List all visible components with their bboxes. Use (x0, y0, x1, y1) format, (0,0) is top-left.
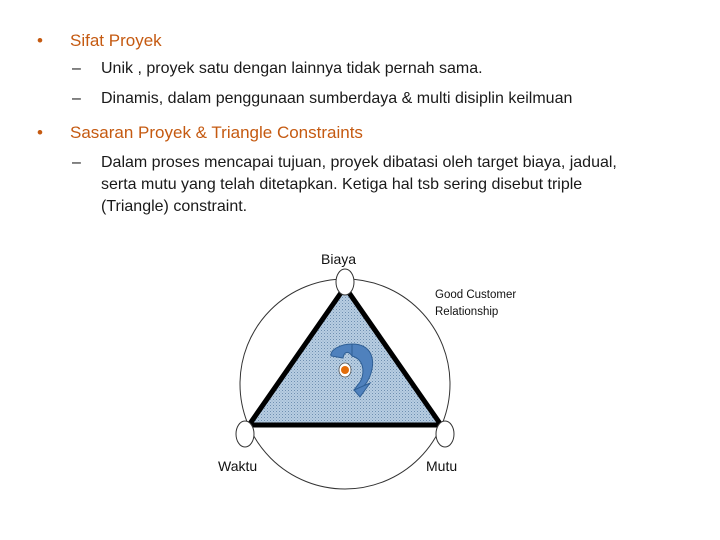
label-relationship: Relationship (435, 306, 499, 318)
vertex-oval-mutu (436, 421, 454, 447)
vertex-oval-waktu (236, 421, 254, 447)
subbullet-text: Unik , proyek satu dengan lainnya tidak pernah sama. (101, 60, 483, 77)
label-waktu: Waktu (218, 458, 258, 474)
bullet-marker: • (37, 31, 43, 50)
subbullet-marker: – (72, 60, 81, 77)
subbullet-marker: – (72, 90, 81, 107)
constraint-triangle (249, 287, 441, 425)
bullet-text: Sifat Proyek (70, 31, 162, 50)
bullet-marker: • (37, 123, 43, 142)
vertex-oval-biaya (336, 269, 354, 295)
label-good-customer: Good Customer (435, 289, 517, 301)
paragraph-line-3: (Triangle) constraint. (101, 198, 248, 215)
label-biaya: Biaya (321, 251, 357, 267)
subbullet-text: Dinamis, dalam penggunaan sumberdaya & multi disiplin keilmuan (101, 90, 573, 107)
bullet-text: Sasaran Proyek & Triangle Constraints (70, 123, 363, 142)
paragraph-line-2: serta mutu yang telah ditetapkan. Ketiga hal tsb sering disebut triple (101, 176, 583, 193)
label-mutu: Mutu (426, 458, 458, 474)
subbullet-marker: – (72, 154, 81, 171)
paragraph-line-1: Dalam proses mencapai tujuan, proyek dibatasi oleh target biaya, jadual, (101, 154, 617, 171)
